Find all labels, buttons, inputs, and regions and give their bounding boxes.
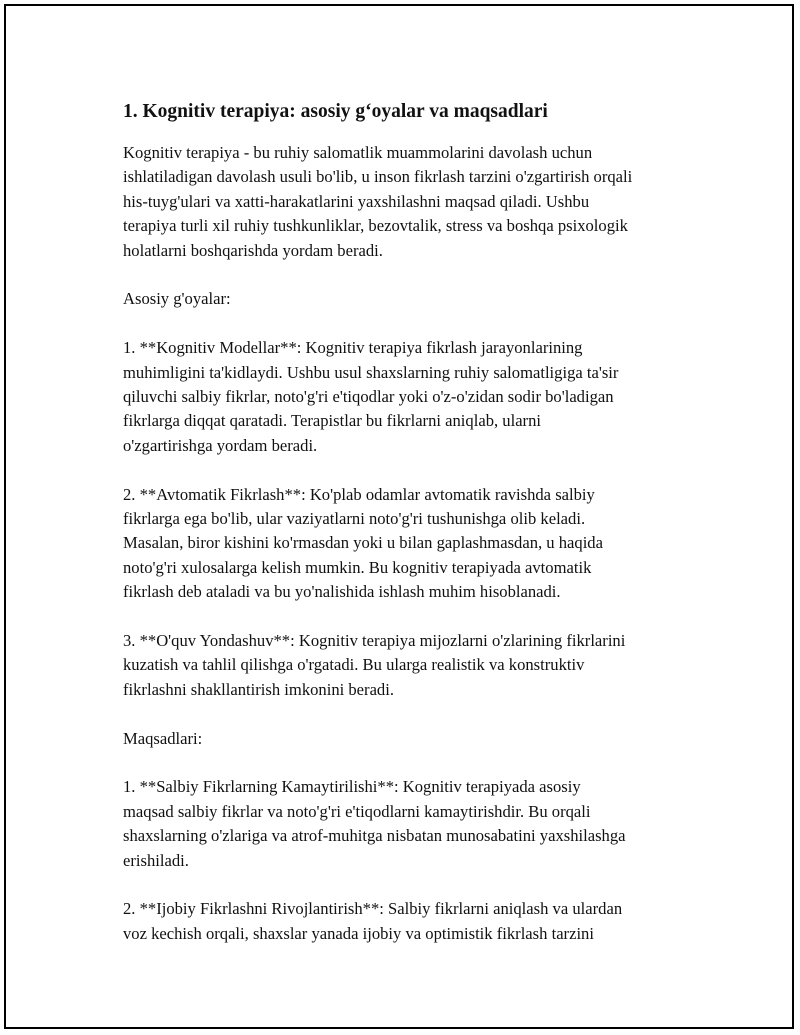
text-line: 1. **Salbiy Fikrlarning Kamaytirilishi**: Kognitiv terapiyada asosiy <box>123 777 581 797</box>
paragraph-gap <box>123 263 713 287</box>
paragraph <box>123 287 713 311</box>
text-line: Masalan, biror kishini ko'rmasdan yoki u bilan gaplashmasdan, u haqida <box>123 533 603 553</box>
paragraph <box>123 629 713 702</box>
text-line: voz kechish orqali, shaxslar yanada ijobiy va optimistik fikrlash tarzini <box>123 923 594 943</box>
document-title: 1. Kognitiv terapiya: asosiy g‘oyalar va maqsadlari <box>123 101 548 122</box>
text-line: holatlarni boshqarishda yordam beradi. <box>123 240 383 260</box>
text-line: terapiya turli xil ruhiy tushkunliklar, bezovtalik, stress va boshqa psixologik <box>123 216 628 236</box>
text-line: muhimligini ta'kidlaydi. Ushbu usul shaxslarning ruhiy salomatligiga ta'sir <box>123 362 619 382</box>
text-line: fikrlash deb ataladi va bu yo'nalishida ishlash muhim hisoblanadi. <box>123 582 561 602</box>
text-line: erishiladi. <box>123 850 189 870</box>
text-line: 2. **Avtomatik Fikrlash**: Ko'plab odamlar avtomatik ravishda salbiy <box>123 484 595 504</box>
text-line: noto'g'ri xulosalarga kelish mumkin. Bu kognitiv terapiyada avtomatik <box>123 557 592 577</box>
paragraphs-container <box>123 141 713 946</box>
paragraph-gap <box>123 312 713 336</box>
paragraph <box>123 775 713 873</box>
paragraph <box>123 483 713 605</box>
text-line: 3. **O'quv Yondashuv**: Kognitiv terapiya mijozlarni o'zlarining fikrlarini <box>123 631 626 651</box>
document-body <box>123 99 713 946</box>
text-line: 2. **Ijobiy Fikrlashni Rivojlantirish**: Salbiy fikrlarni aniqlash va ulardan <box>123 899 623 919</box>
text-line: fikrlarga diqqat qaratadi. Terapistlar bu fikrlarni aniqlab, ularni <box>123 411 541 431</box>
paragraph <box>123 897 713 946</box>
paragraph <box>123 727 713 751</box>
paragraph-gap <box>123 605 713 629</box>
text-line: maqsad salbiy fikrlar va noto'g'ri e'tiqodlarni kamaytirishdir. Bu orqali <box>123 801 591 821</box>
paragraph-gap <box>123 458 713 482</box>
text-line: shaxslarning o'zlariga va atrof-muhitga nisbatan munosabatini yaxshilashga <box>123 826 626 846</box>
page-frame <box>4 4 794 1029</box>
text-line: Maqsadlari: <box>123 728 203 748</box>
text-line: 1. **Kognitiv Modellar**: Kognitiv terapiya fikrlash jarayonlarining <box>123 338 583 358</box>
text-line: his-tuyg'ulari va xatti-harakatlarini yaxshilashni maqsad qiladi. Ushbu <box>123 191 590 211</box>
paragraph-gap <box>123 751 713 775</box>
text-line: o'zgartirishga yordam beradi. <box>123 435 318 455</box>
text-line: fikrlarga ega bo'lib, ular vaziyatlarni noto'g'ri tushunishga olib keladi. <box>123 509 586 529</box>
paragraph-gap <box>123 873 713 897</box>
text-line: kuzatish va tahlil qilishga o'rgatadi. Bu ularga realistik va konstruktiv <box>123 655 585 675</box>
text-line: Kognitiv terapiya - bu ruhiy salomatlik muammolarini davolash uchun <box>123 143 593 162</box>
paragraph <box>123 141 713 263</box>
text-line: Asosiy g'oyalar: <box>123 289 231 309</box>
text-line: qiluvchi salbiy fikrlar, noto'g'ri e'tiqodlar yoki o'z-o'zidan sodir bo'ladigan <box>123 387 614 407</box>
paragraph <box>123 336 713 458</box>
paragraph-gap <box>123 702 713 726</box>
text-line: ishlatiladigan davolash usuli bo'lib, u inson fikrlash tarzini o'zgartirish orqali <box>123 167 633 187</box>
text-line: fikrlashni shakllantirish imkonini beradi. <box>123 679 394 699</box>
